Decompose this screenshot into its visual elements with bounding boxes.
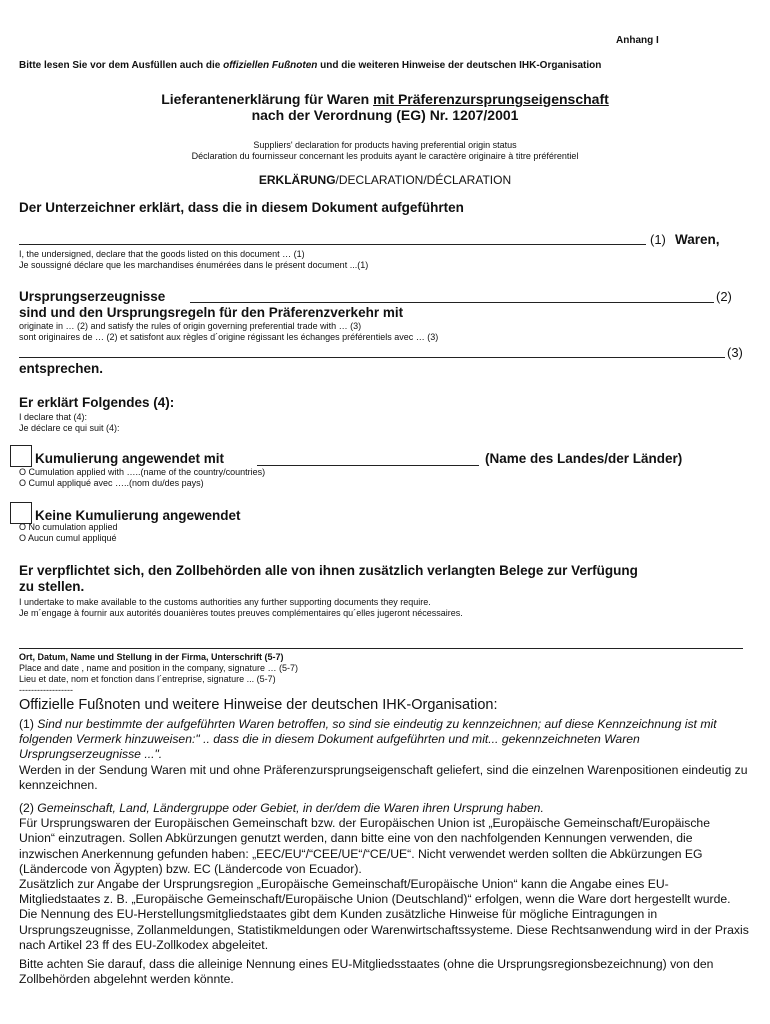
signature-fr: Lieu et date, nom et fonction dans l´entreprise, signature ... (5-7) [19, 674, 276, 684]
option2-en: O No cumulation applied [19, 522, 118, 532]
signature-en: Place and date , name and position in the company, signature … (5-7) [19, 663, 298, 673]
footnote-ref-3: (3) [727, 345, 743, 360]
intro-emphasis: offiziellen Fußnoten [223, 60, 318, 71]
option2-fr: O Aucun cumul appliqué [19, 533, 117, 543]
footnote-ref-2: (2) [716, 289, 732, 304]
undertaking-heading-l2: zu stellen. [19, 579, 85, 594]
declaration-label [0, 173, 770, 187]
footnote-1-text: Werden in der Sendung Waren mit und ohne Präferenzursprungseigenschaft geliefert, sind die einzelnen Warenpositionen eindeutig zu kennzeichnen. [19, 762, 748, 792]
option1-fr: O Cumul appliqué avec …..(nom du/des pays) [19, 478, 204, 488]
section4-heading: Er erklärt Folgendes (4): [19, 395, 175, 410]
declaration-bold: ERKLÄRUNG [258, 173, 336, 187]
subtitle-en: Suppliers' declaration for products having preferential origin status [253, 140, 517, 150]
section2-fr: sont originaires de … (2) et satisfont aux règles d´origine régissant les échanges préférentiels avec … (3) [19, 332, 439, 342]
intro-note [19, 60, 601, 71]
footnote-2-text1: Für Ursprungswaren der Europäischen Gemeinschaft bzw. der Europäischen Union ist „Europäische Gemeinschaft/Europäische Union“ einzutragen. Sollen Abkürzungen genutzt werden, dann bitte eine von den nachfolgenden Kennungen verwenden, die inzwischen Anerkennung gefunden haben: „EEC/EU“/“CEE/UE“/“CE/UE“. Nicht verwendet werden sollten die Abkürzungen EG (Ländercode von Ägypten) bzw. EC (Ländercode von Ecuador). [19, 816, 710, 876]
origin-input-line[interactable] [190, 302, 714, 303]
waren-label: Waren, [675, 232, 720, 247]
signature-de: Ort, Datum, Name und Stellung in der Firma, Unterschrift (5-7) [19, 652, 284, 662]
footnotes-heading: Offizielle Fußnoten und weitere Hinweise der deutschen IHK-Organisation: [19, 697, 498, 713]
undertaking-en: I undertake to make available to the customs authorities any further supporting documents they require. [19, 597, 431, 607]
signature-input-line[interactable] [19, 648, 743, 649]
undertaking-heading-l1: Er verpflichtet sich, den Zollbehörden alle von ihnen zusätzlich verlangten Belege zur Verfügung [19, 563, 638, 578]
entsprechen-label: entsprechen. [19, 361, 104, 376]
section1-heading: Der Unterzeichner erklärt, dass die in diesem Dokument aufgeführten [19, 200, 464, 215]
section2-en: originate in … (2) and satisfy the rules of origin governing preferential trade with … (3) [19, 321, 362, 331]
footnote-2-italic: Gemeinschaft, Land, Ländergruppe oder Gebiet, in der/dem die Waren ihren Ursprung haben. [37, 801, 544, 815]
footnote-1 [19, 717, 749, 793]
footnote-1-num: (1) [19, 717, 38, 731]
annex-label: Anhang I [616, 35, 659, 46]
title-underlined: mit Präferenzursprungseigenschaft [373, 91, 609, 107]
declaration-rest: /DECLARATION/DÉCLARATION [335, 173, 512, 187]
cumulation-label: Kumulierung angewendet mit [35, 451, 225, 466]
section2-line2: sind und den Ursprungsregeln für den Präferenzverkehr mit [19, 305, 404, 320]
intro-post: und die weiteren Hinweise der deutschen IHK-Organisation [317, 60, 602, 71]
no-cumulation-checkbox[interactable] [10, 502, 32, 524]
no-cumulation-label: Keine Kumulierung angewendet [35, 508, 241, 523]
section4-fr: Je déclare ce qui suit (4): [19, 423, 120, 433]
footnote-2-text2: Zusätzlich zur Angabe der Ursprungsregion „Europäische Gemeinschaft/Europäische Union“ kann die Angabe eines EU-Mitgliedstaates z. B. „Europäische Gemeinschaft/Europäische Union (Deutschland)“ erfolgen, wenn die Ware dort hergestellt wurde. Die Nennung des EU-Herstellungsmitgliedstaates gibt dem Kunden zusätzliche Hinweise für mögliche Eintragungen in Ursprungszeugnisse, Zollanmeldungen, Statistikmeldungen oder Warenwirtschaftssysteme. Diese Rechtsanwendung wird in der Praxis nach Artikel 23 ff des EU-Zollkodex abgeleitet. [19, 877, 749, 952]
title-pre: Lieferantenerklärung für Waren [161, 91, 374, 107]
goods-input-line[interactable] [19, 244, 646, 245]
preference-country-input-line[interactable] [19, 357, 725, 358]
footnote-2 [19, 801, 749, 953]
footnote-2-warning: Bitte achten Sie darauf, dass die alleinige Nennung eines EU-Mitgliedsstaates (ohne die Ursprungsregionsbezeichnung) von den Zollbehörden abgelehnt werden könnte. [19, 957, 714, 987]
footnote-2-num: (2) [19, 801, 38, 815]
cumulation-checkbox[interactable] [10, 445, 32, 467]
origin-label: Ursprungserzeugnisse [19, 289, 166, 304]
footnote-1-italic: Sind nur bestimmte der aufgeführten Waren betroffen, so sind sie eindeutig zu kennzeichnen; auf diese Kennzeichnung ist mit folgenden Vermerk hinzuweisen:" .. dass die in diesem Dokument aufgeführten und mit... gekennzeichneten Waren Ursprungserzeugnisse ...". [19, 717, 717, 762]
section4-en: I declare that (4): [19, 412, 88, 422]
intro-pre: Bitte lesen Sie vor dem Ausfüllen auch die [19, 60, 224, 71]
option1-en: O Cumulation applied with …..(name of the country/countries) [19, 467, 266, 477]
subtitle-fr: Déclaration du fournisseur concernant les produits ayant le caractère originaire à titre préférentiel [191, 151, 579, 161]
cumulation-country-input-line[interactable] [257, 465, 479, 466]
doc-title-line1 [0, 91, 770, 107]
undertaking-fr: Je m´engage à fournir aux autorités douanières toutes preuves complémentaires qu´elles jugeront nécessaires. [19, 608, 463, 618]
doc-title-line2: nach der Verordnung (EG) Nr. 1207/2001 [251, 107, 519, 123]
footnote-ref-1: (1) [650, 232, 666, 247]
cumulation-suffix: (Name des Landes/der Länder) [485, 451, 683, 466]
section1-en: I, the undersigned, declare that the goods listed on this document … (1) [19, 249, 305, 259]
section1-fr: Je soussigné déclare que les marchandises énumérées dans le présent document ...(1) [19, 260, 369, 270]
separator-dashes: ------------------ [19, 685, 73, 695]
